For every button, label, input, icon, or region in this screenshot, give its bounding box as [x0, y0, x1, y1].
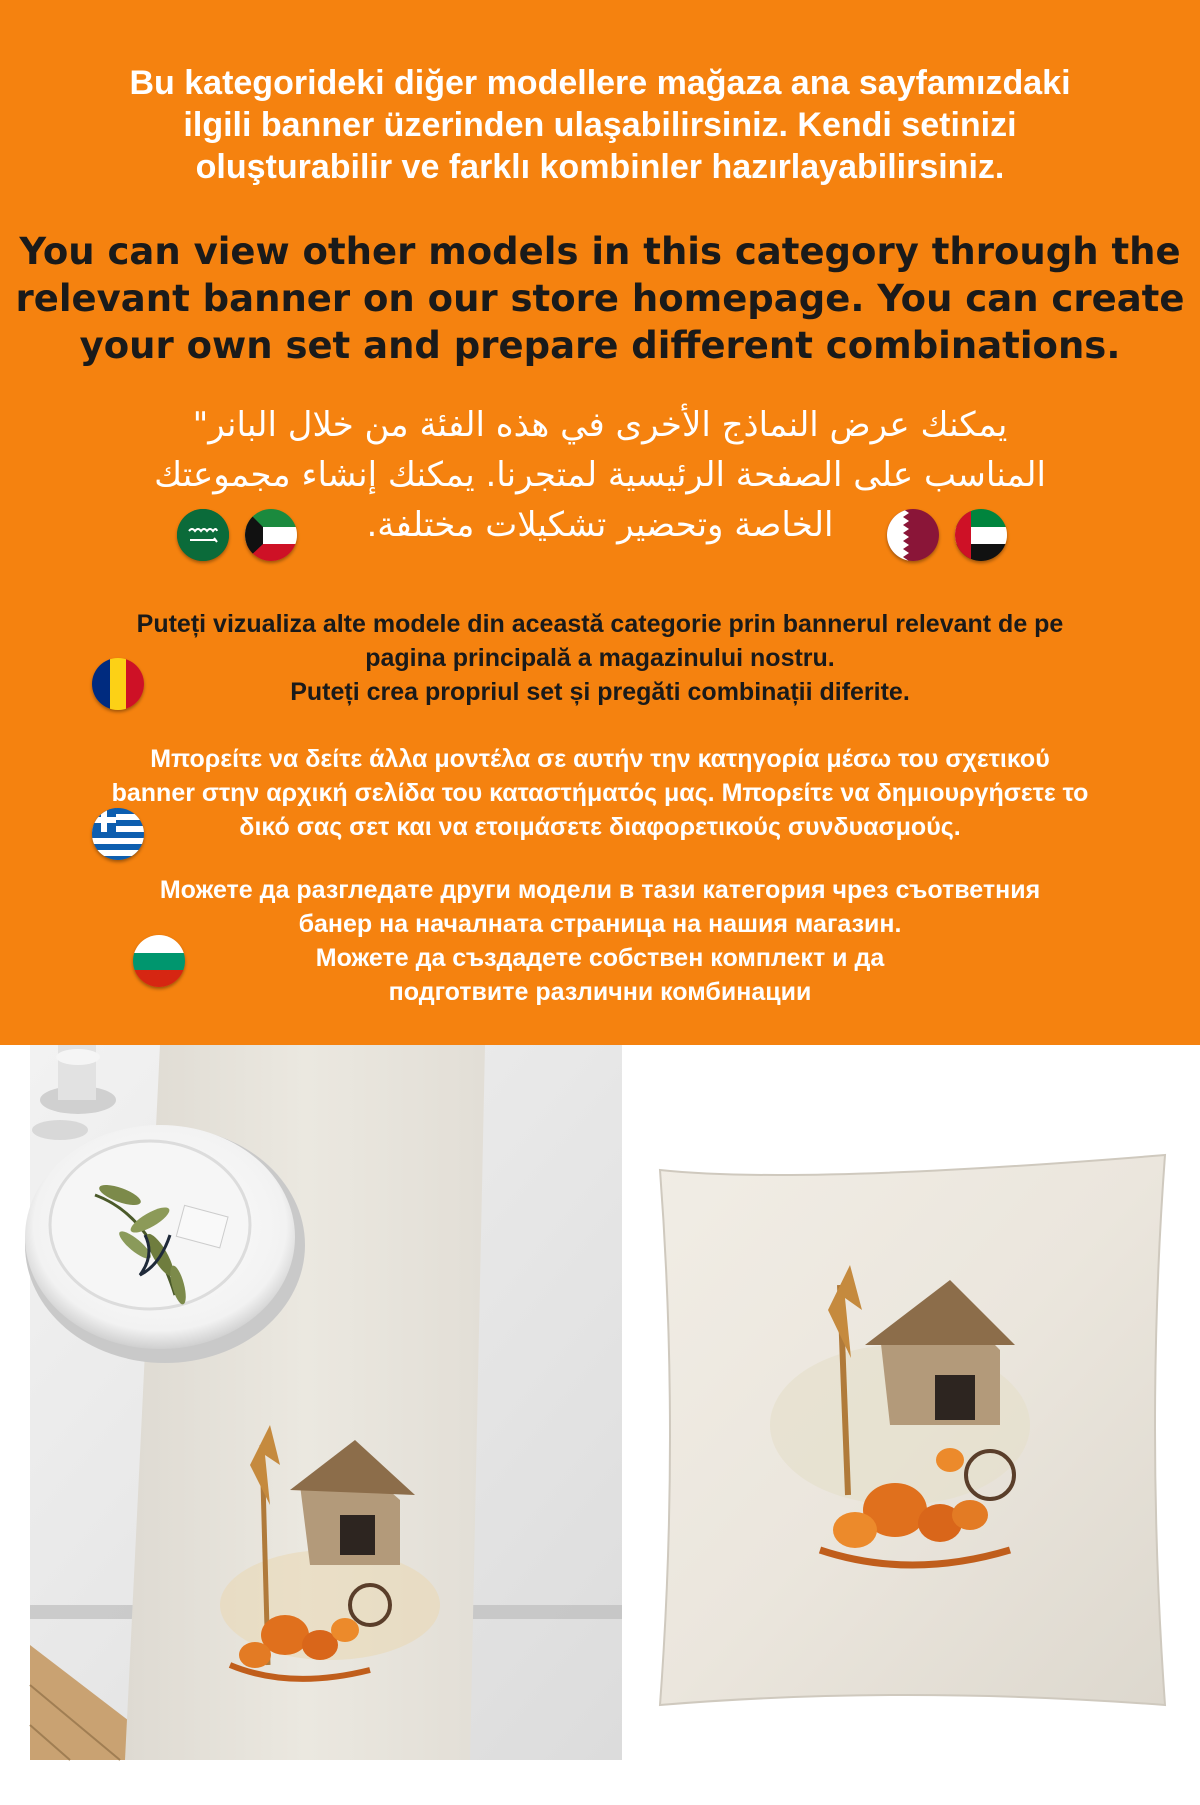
qatar-flag-graphic [887, 509, 939, 561]
turkish-line-3: oluşturabilir ve farklı kombinler hazırlayabilirsiniz. [195, 148, 1005, 186]
english-line-2: relevant banner on our store homepage. You can create [15, 277, 1185, 320]
arabic-line-1: يمكنك عرض النماذج الأخرى في هذه الفئة من خلال البانر" [192, 405, 1008, 445]
bulgarian-line-4: подготвите различни комбинации [388, 978, 812, 1006]
greek-line-3: δικό σας σετ και να ετοιμάσετε διαφορετικούς συνδυασμούς. [239, 813, 961, 841]
turkish-line-1: Bu kategorideki diğer modellere mağaza ana sayfamızdaki [129, 64, 1071, 102]
bulgarian-line-3: Можете да създадете собствен комплект и да [315, 944, 885, 972]
saudi-arabia-flag [177, 509, 229, 561]
bulgaria-flag-graphic [133, 935, 185, 987]
bulgarian-line-2: банер на началната страница на нашия магазин. [298, 910, 902, 938]
arabic-line-3: الخاصة وتحضير تشكيلات مختلفة. [366, 505, 834, 545]
greek-line-1: Μπορείτε να δείτε άλλα μοντέλα σε αυτήν την κατηγορία μέσω του σχετικού [150, 745, 1050, 773]
uae-flag [955, 509, 1007, 561]
bulgarian-line-1: Можете да разгледате други модели в тази категория чрез съответния [159, 876, 1041, 904]
bulgaria-flag [133, 935, 185, 987]
product-photos [0, 1045, 1200, 1800]
kuwait-flag [245, 509, 297, 561]
romania-flag-graphic [92, 658, 144, 710]
bulgarian-text [0, 873, 1200, 1009]
romanian-text [0, 607, 1200, 709]
romania-flag [92, 658, 144, 710]
greek-text [0, 742, 1200, 844]
saudi-flag-graphic [177, 509, 229, 561]
english-line-1: You can view other models in this category through the [19, 230, 1181, 273]
english-text [0, 228, 1200, 369]
romanian-line-1: Puteți vizualiza alte modele din această categorie prin bannerul relevant de pe [136, 610, 1064, 638]
romanian-line-3: Puteți crea propriul set și pregăti combinații diferite. [290, 678, 910, 706]
turkish-text [0, 62, 1200, 188]
product-photo-graphic [0, 1045, 1200, 1800]
table-runner-photo [25, 1045, 622, 1760]
pillow-photo [660, 1155, 1165, 1705]
greece-flag-graphic [92, 808, 144, 860]
qatar-flag [887, 509, 939, 561]
english-line-3: your own set and prepare different combinations. [79, 324, 1121, 367]
romanian-line-2: pagina principală a magazinului nostru. [365, 644, 835, 672]
turkish-line-2: ilgili banner üzerinden ulaşabilirsiniz. Kendi setinizi [183, 106, 1017, 144]
kuwait-flag-graphic [245, 509, 297, 561]
greece-flag [92, 808, 144, 860]
arabic-line-2: المناسب على الصفحة الرئيسية لمتجرنا. يمكنك إنشاء مجموعتك [154, 455, 1046, 495]
uae-flag-graphic [955, 509, 1007, 561]
greek-line-2: banner στην αρχική σελίδα του καταστήματός μας. Μπορείτε να δημιουργήσετε το [111, 779, 1089, 807]
